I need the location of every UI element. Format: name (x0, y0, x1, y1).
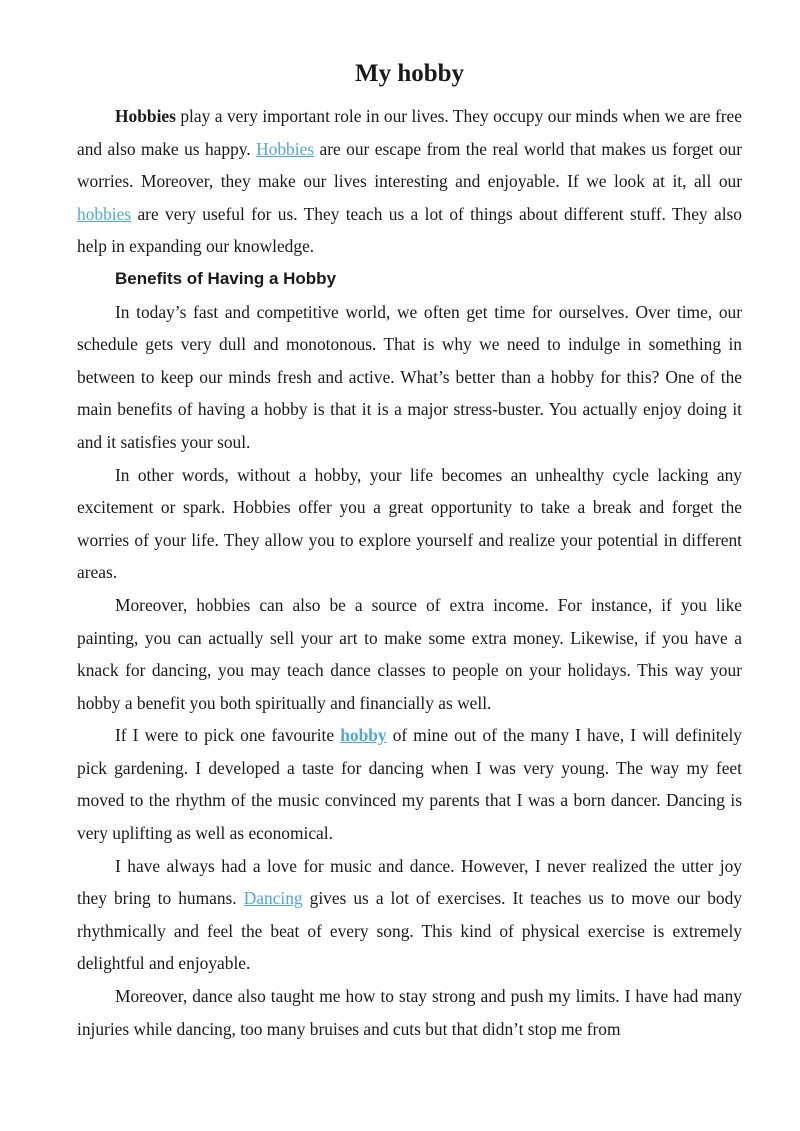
intro-text-2: are our escape from the real world that makes us forget our worries. Moreover, they make our lives interesting and enjoyable. If we look at it, all our (77, 138, 743, 192)
hobby-link[interactable]: hobby (340, 725, 387, 746)
intro-lead-word: Hobbies (115, 106, 176, 126)
dancing-link[interactable]: Dancing (243, 888, 303, 909)
favourite-text-1: If I were to pick one favourite (115, 725, 341, 746)
music-text-1: I have always had a love for music and dance. However, I never realized the utter joy they bring to humans. (77, 855, 742, 909)
intro-text-3: are very useful for us. They teach us a lot of things about different stuff. They also help in expanding our knowledge. (77, 203, 742, 257)
paragraph-intro (77, 100, 742, 263)
favourite-text-2: of mine out of the many I have, I will definitely pick gardening. I developed a taste for dancing when I was very young. The way my feet moved to the rhythm of the music convinced my parents that I was a born dancer. Dancing is very uplifting as well as economical. (77, 725, 742, 844)
paragraph-dance-strength: Moreover, dance also taught me how to stay strong and push my limits. I have had many injuries while dancing, too many bruises and cuts but that didn’t stop me from (77, 986, 742, 1039)
hobbies-link-1[interactable]: Hobbies (256, 138, 315, 159)
page-title: My hobby (354, 60, 465, 87)
section-heading-benefits: Benefits of Having a Hobby (115, 268, 337, 288)
paragraph-extra-income: Moreover, hobbies can also be a source of extra income. For instance, if you like painting, you can actually sell your art to make some extra money. Likewise, if you have a knack for dancing, you may teach dance classes to people on your holidays. This way your hobby a benefit you both spiritually and financially as well. (77, 594, 742, 713)
paragraph-other-words: In other words, without a hobby, your life becomes an unhealthy cycle lacking any excitement or spark. Hobbies offer you a great opportunity to take a break and forget the worries of your life. They allow you to explore yourself and realize your potential in different areas. (77, 464, 742, 583)
paragraph-benefits: In today’s fast and competitive world, we often get time for ourselves. Over time, our schedule gets very dull and monotonous. That is why we need to indulge in something in between to keep our minds fresh and active. What’s better than a hobby for this? One of the main benefits of having a hobby is that it is a major stress-buster. You actually enjoy doing it and it satisfies your soul. (77, 301, 742, 452)
hobbies-link-2[interactable]: hobbies (77, 203, 132, 224)
music-text-2: gives us a lot of exercises. It teaches us to move our body rhythmically and feel the beat of every song. This kind of physical exercise is extremely delightful and enjoyable. (77, 888, 742, 974)
paragraph-music-dance (77, 850, 742, 980)
document-page (77, 0, 742, 1045)
intro-text-1: play a very important role in our lives. They occupy our minds when we are free and also make us happy. (77, 106, 742, 159)
paragraph-favourite-hobby (77, 719, 742, 849)
